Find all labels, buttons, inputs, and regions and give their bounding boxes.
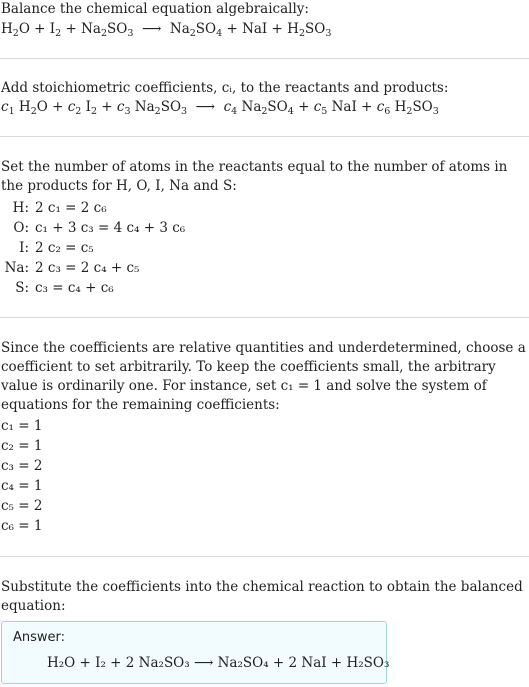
solution-line: c₂ = 1 [1,438,43,454]
intro-text-3: Set the number of atoms in the reactants equal to the number of atoms in the products for H, O, I, Na and S: [1,159,508,194]
intro-text-4: Since the coefficients are relative quantities and underdetermined, choose a coefficient to set arbitrarily. To keep the coefficients small, the arbitrary value is ordinarily one. For instance, set c₁ = 1 and solve the system of equations for the remaining coefficients: [1,340,526,413]
divider [0,136,529,137]
intro-text-5: Substitute the coefficients into the chemical reaction to obtain the balanced equation: [1,579,523,614]
intro-text-1: Balance the chemical equation algebraically: [1,1,309,17]
atom-equation-row: H: 2 c₁ = 2 c₆ [12,200,107,216]
atom-equation-row: Na: 2 c₃ = 2 c₄ + c₅ [4,260,140,276]
answer-label: Answer: [13,630,66,645]
solution-line: c₃ = 2 [1,458,43,474]
atom-equation-row: I: 2 c₂ = c₅ [19,240,94,256]
divider [0,58,529,59]
solution-line: c₅ = 2 [1,498,43,514]
unbalanced-equation: $H_2O + I_2 + Na_2SO_3$ ⟶ $Na_2SO_4$ + NaI + $H_2SO_3$ [1,21,332,39]
solution-line: c₆ = 1 [1,518,43,534]
atom-equation-row: O: c₁ + 3 c₃ = 4 c₄ + 3 c₆ [13,220,186,236]
atom-equation-row: S: c₃ = c₄ + c₆ [15,280,114,296]
solution-line: c₄ = 1 [1,478,43,494]
divider [0,317,529,318]
divider [0,556,529,557]
balanced-equation: H₂O + I₂ + 2 Na₂SO₃ ⟶ Na₂SO₄ + 2 NaI + H₂SO₃ [47,655,390,671]
intro-text-2: Add stoichiometric coefficients, cᵢ, to the reactants and products: [1,80,449,96]
answer-box [1,621,390,684]
coefficient-equation: $c_1$ $H_2O + c_2$ $I_2 + c_3$ $Na_2SO_3$ ⟶ $c_4$ $Na_2SO_4 + c_5$ NaI + $c_6$ $H_2SO_3$ [1,99,439,117]
solution-line: c₁ = 1 [1,418,43,434]
